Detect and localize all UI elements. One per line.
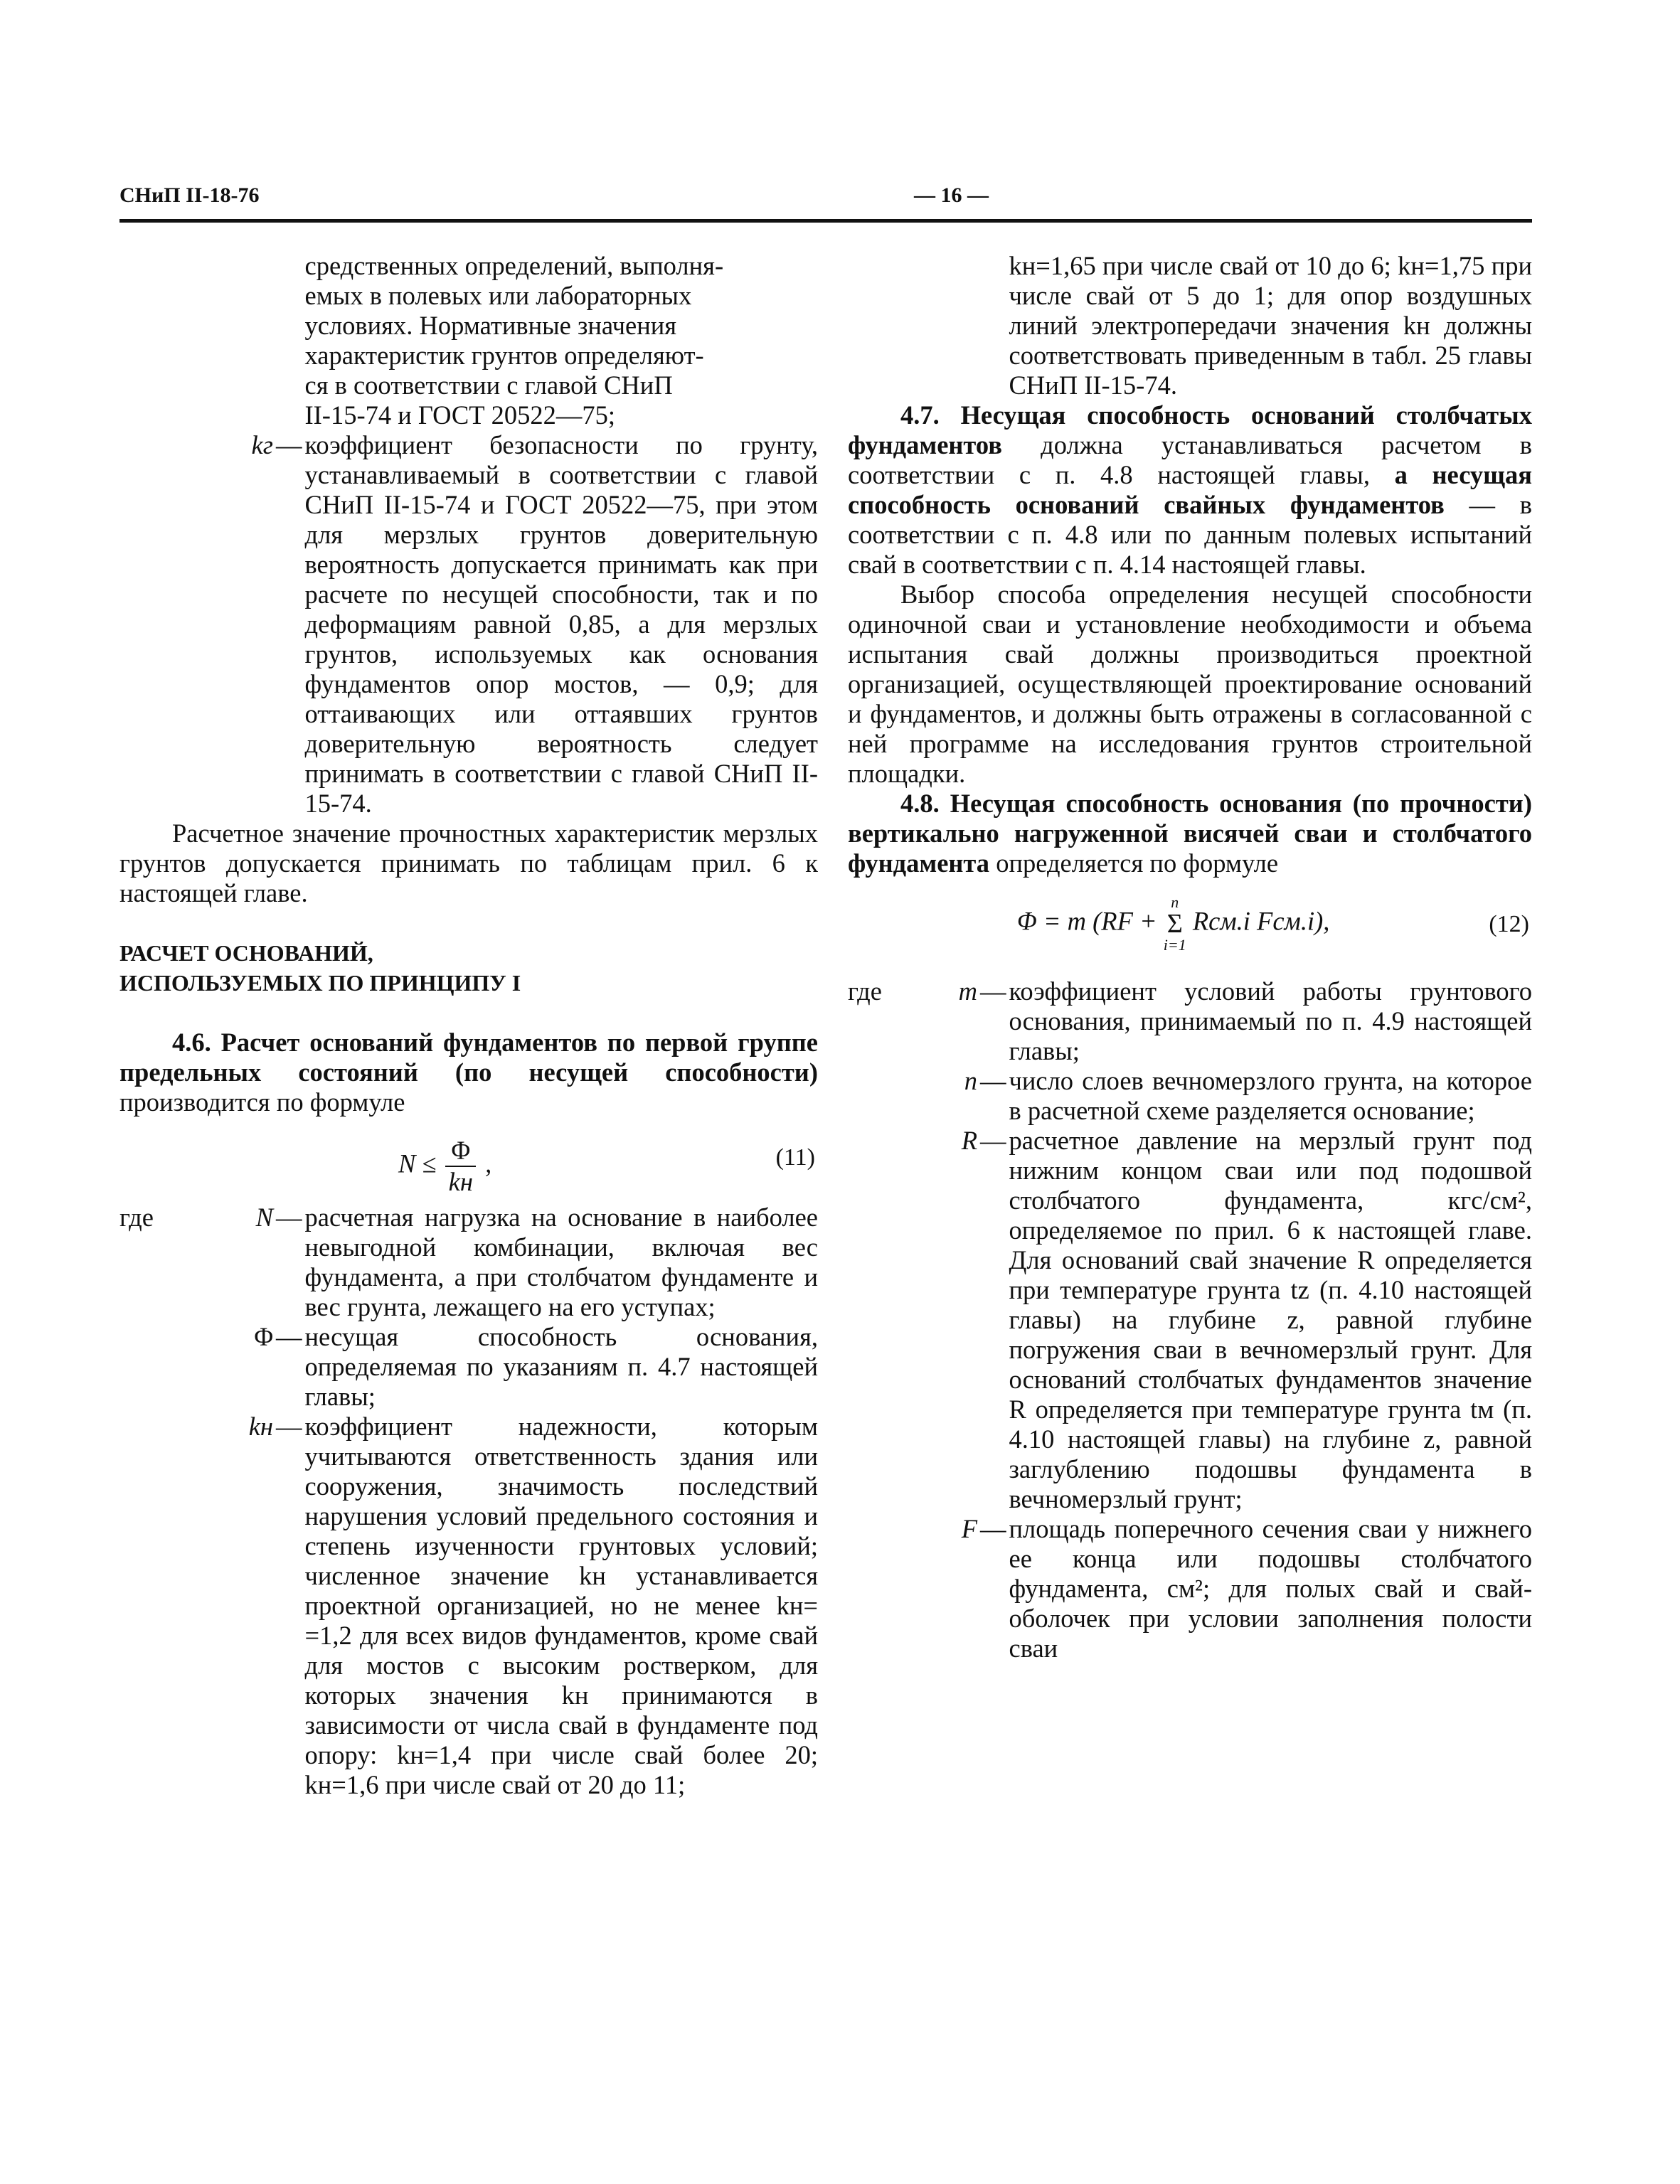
- symbol-phi: Φ: [254, 1322, 273, 1351]
- definition-n: n — число слоев вечномерзлого грунта, на которое в расчетной схеме разделяется основание;: [848, 1066, 1532, 1126]
- heading-line-2: ИСПОЛЬЗУЕМЫХ ПО ПРИНЦИПУ I: [119, 970, 521, 996]
- definition-kn: kн — коэффициент надежности, которым учитываются ответственность здания или сооружения, значимость последствий нарушения условий предельного состояния и степень изученности грунтовых условий; численное значение kн устанавливается проектной организацией, но не менее kн= =1,2 для всех видов фундаментов, кроме свай для мостов с высоким ростверком, для которых значения kн принимаются в зависимости от числа свай в фундаменте под опору: kн=1,4 при числе свай более 20; kн=1,6 при числе свай от 20 до 11;: [119, 1412, 818, 1800]
- text-line: емых в полевых или лабораторных: [304, 281, 692, 310]
- paragraph-choice: Выбор способа определения несущей способности одиночной сваи и установление необходимости и объема испытания свай должны производиться проектной организацией, осуществляющей проектирование оснований и фундаментов, и должны быть отражены в согласованной с ней программе на исследования грунтов строительной площадки.: [848, 580, 1532, 788]
- text-line: ся в соответствии с главой СНиП: [304, 371, 673, 400]
- definition-phi: Φ — несущая способность основания, определяемая по указаниям п. 4.7 настоящей главы;: [119, 1322, 818, 1412]
- text-line: характеристик грунтов определяют-: [304, 341, 704, 370]
- definition-N-text: расчетная нагрузка на основание в наиболее невыгодной комбинации, включая вес фундамента, а при столбчатом фундаменте и вес грунта, лежащего на его уступах;: [304, 1203, 818, 1321]
- formula-12-lhs: Φ = m (RF +: [1017, 906, 1157, 936]
- formula-11-expression: [398, 1136, 491, 1197]
- right-column: [848, 251, 1532, 1663]
- formula-12-number: (12): [1489, 911, 1529, 937]
- symbol-kn: kн: [248, 1412, 273, 1441]
- continued-lines: [305, 251, 819, 430]
- fraction-numerator: Φ: [445, 1136, 476, 1167]
- definition-kg: kг — коэффициент безопасности по грунту, устанавливаемый в соответствии с главой СНиП II-15-74 и ГОСТ 20522—75, при этом для мерзлых грунтов доверительную вероятность допускается принимать как при расчете по несущей способности, так и по деформациям равной 0,85, а для мерзлых грунтов, используемых как основания фундаментов опор мостов, — 0,9; для оттаивающих или оттаявших грунтов доверительную вероятность следует принимать в соответствии с главой СНиП II-15-74.: [119, 430, 818, 819]
- symbol-F: F: [961, 1514, 977, 1543]
- definition-kg-text: коэффициент безопасности по грунту, устанавливаемый в соответствии с главой СНиП II-15-74 и ГОСТ 20522—75, при этом для мерзлых грунтов доверительную вероятность допускается принимать как при расчете по несущей способности, так и по деформациям равной 0,85, а для мерзлых грунтов, используемых как основания фундаментов опор мостов, — 0,9; для оттаивающих или оттаявших грунтов доверительную вероятность следует принимать в соответствии с главой СНиП II-15-74.: [304, 430, 818, 818]
- formula-12: [848, 888, 1532, 966]
- text-line: условиях. Нормативные значения: [304, 311, 677, 340]
- sum-upper: n: [1171, 893, 1179, 911]
- paragraph-4-8: [848, 789, 1532, 878]
- sum-lower: i=1: [1163, 936, 1186, 954]
- document-code: СНиП II-18-76: [119, 183, 260, 207]
- definition-kn-text: коэффициент надежности, которым учитываются ответственность здания или сооружения, значимость последствий нарушения условий предельного состояния и степень изученности грунтовых условий; численное значение kн устанавливается проектной организацией, но не менее kн= =1,2 для всех видов фундаментов, кроме свай для мостов с высоким ростверком, для которых значения kн принимаются в зависимости от числа свай в фундаменте под опору: kн=1,4 при числе свай более 20; kн=1,6 при числе свай от 20 до 11;: [304, 1412, 818, 1799]
- continued-definition: [119, 251, 818, 430]
- clause-4-8-title: 4.8. Несущая способность основания (по прочности) вертикально нагруженной висячей сваи и столбчатого фундамента: [848, 789, 1532, 878]
- page-number: — 16 —: [914, 183, 989, 207]
- paragraph-strength: Расчетное значение прочностных характеристик мерзлых грунтов допускается принимать по таблицам прил. 6 к настоящей главе.: [119, 819, 818, 907]
- definition-m-text: коэффициент условий работы грунтового основания, принимаемый по п. 4.9 настоящей главы;: [1009, 976, 1532, 1065]
- symbol-m: где m: [848, 976, 977, 1006]
- text-line: II-15-74 и ГОСТ 20522—75;: [304, 400, 616, 430]
- text-line: средственных определений, выполня-: [304, 251, 724, 280]
- left-column: [119, 251, 818, 1800]
- definition-kn-continued: [848, 251, 1532, 400]
- paragraph-4-6: [119, 1028, 818, 1117]
- heading-line-1: РАСЧЕТ ОСНОВАНИЙ,: [119, 940, 373, 966]
- fraction: [443, 1136, 479, 1197]
- formula-12-expression: [1017, 894, 1329, 954]
- definition-m: где m — коэффициент условий работы грунтового основания, принимаемый по п. 4.9 настоящей главы;: [848, 976, 1532, 1065]
- summation: [1164, 894, 1186, 954]
- definition-F-text: площадь поперечного сечения сваи у нижнего ее конца или подошвы столбчатого фундамента, см²; для полых свай и свай-оболочек при условии заполнения полости сваи: [1009, 1514, 1532, 1663]
- definition-F: F — площадь поперечного сечения сваи у нижнего ее конца или подошвы столбчатого фундамента, см²; для полых свай и свай-оболочек при условии заполнения полости сваи: [848, 1514, 1532, 1663]
- symbol-kg: kг: [251, 430, 273, 459]
- definition-R: R — расчетное давление на мерзлый грунт под нижним концом сваи или под подошвой столбчатого фундамента, кгс/см², определяемое по прил. 6 к настоящей главе. Для оснований свай значение R определяется при температуре грунта tz (п. 4.10 настоящей главы) на глубине z, равной глубине погружения сваи в вечномерзлый грунт. Для оснований столбчатых фундаментов значение R определяется при температуре грунта tм (п. 4.10 настоящей главы) на глубине z, равной заглублению подошвы фундамента в вечномерзлый грунт;: [848, 1126, 1532, 1514]
- symbol-n: n: [964, 1066, 977, 1095]
- symbol-R: R: [961, 1126, 977, 1155]
- page-header: [119, 183, 1532, 219]
- formula-11-number: (11): [775, 1144, 815, 1171]
- definition-n-text: число слоев вечномерзлого грунта, на которое в расчетной схеме разделяется основание;: [1009, 1066, 1532, 1125]
- section-heading: [119, 938, 818, 998]
- definition-phi-text: несущая способность основания, определяемая по указаниям п. 4.7 настоящей главы;: [304, 1322, 818, 1411]
- header-rule: [119, 219, 1532, 223]
- clause-4-8-text: определяется по формуле: [989, 848, 1279, 878]
- definition-N: где N — расчетная нагрузка на основание в наиболее невыгодной комбинации, включая вес фундамента, а при столбчатом фундаменте и вес грунта, лежащего на его уступах;: [119, 1203, 818, 1321]
- clause-4-6-text: производится по формуле: [119, 1087, 405, 1117]
- where-label: где: [848, 976, 882, 1006]
- formula-11: [119, 1127, 818, 1196]
- sum-sign: Σ: [1166, 909, 1183, 939]
- fraction-denominator: kн: [448, 1167, 473, 1196]
- formula-11-lhs: N ≤: [398, 1149, 437, 1178]
- paragraph-4-7: 4.7. Несущая способность оснований столбчатых фундаментов должна устанавливаться расчетом в соответствии с п. 4.8 настоящей главы, а несущая способность оснований свайных фундаментов — в соответствии с п. 4.8 или по данным полевых испытаний свай в соответствии с п. 4.14 настоящей главы.: [848, 400, 1532, 579]
- where-label: где: [119, 1203, 154, 1232]
- symbol-N: где N: [119, 1203, 273, 1232]
- clause-4-6-title: 4.6. Расчет оснований фундаментов по первой группе предельных состояний (по несущей способности): [119, 1028, 818, 1087]
- formula-11-tail: ,: [485, 1149, 492, 1178]
- formula-12-rhs: Rсм.i Fсм.i),: [1192, 906, 1330, 936]
- definition-R-text: расчетное давление на мерзлый грунт под нижним концом сваи или под подошвой столбчатого фундамента, кгс/см², определяемое по прил. 6 к настоящей главе. Для оснований свай значение R определяется при температуре грунта tz (п. 4.10 настоящей главы) на глубине z, равной глубине погружения сваи в вечномерзлый грунт. Для оснований столбчатых фундаментов значение R определяется при температуре грунта tм (п. 4.10 настоящей главы) на глубине z, равной заглублению подошвы фундамента в вечномерзлый грунт;: [1009, 1126, 1532, 1513]
- definition-kn-continued-text: kн=1,65 при числе свай от 10 до 6; kн=1,75 при числе свай от 5 до 1; для опор воздушных линий электропередачи значения kн должны соответствовать приведенным в табл. 25 главы СНиП II-15-74.: [1009, 251, 1532, 400]
